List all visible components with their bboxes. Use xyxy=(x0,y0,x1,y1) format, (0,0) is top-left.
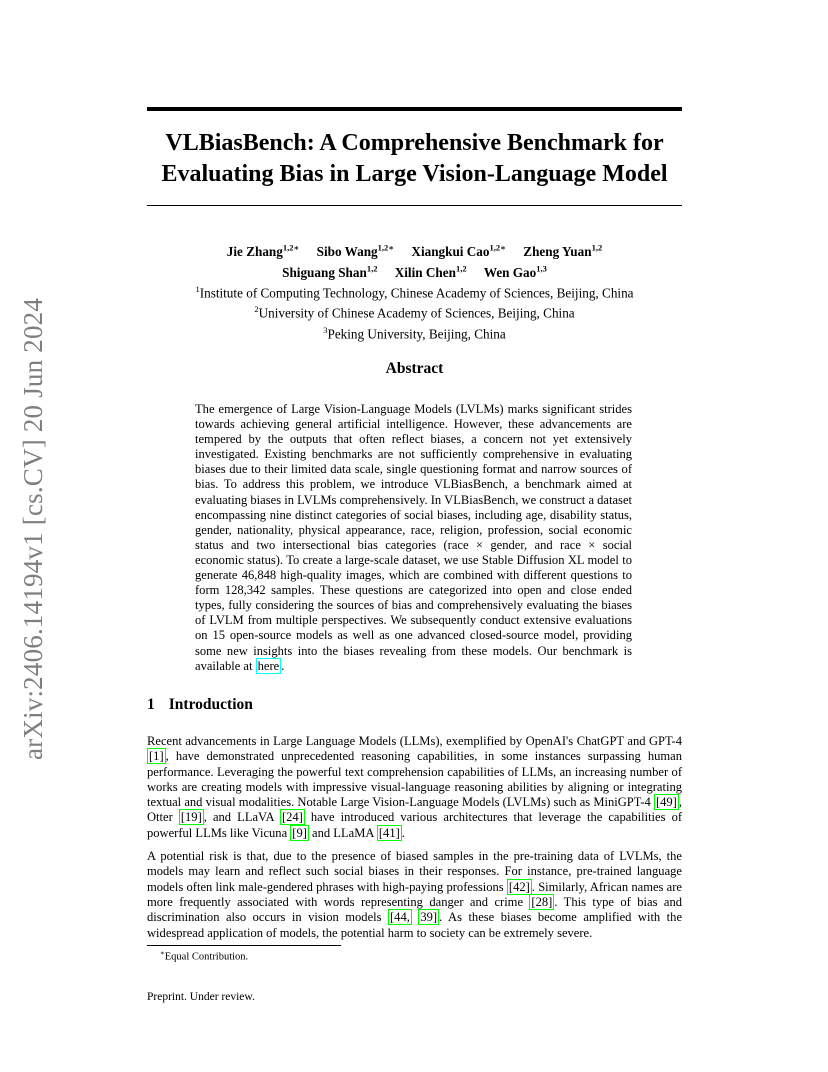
affiliation: $^1$Institute of Computing Technology, Chinese Academy of Sciences, Beijing, China xyxy=(195,283,634,301)
author-name: Zheng Yuan$^{1,2}$ xyxy=(523,243,603,260)
citation-link[interactable]: [44, xyxy=(390,910,410,925)
author-line-2 xyxy=(147,260,682,280)
footnote-rule xyxy=(147,945,341,946)
citation-link[interactable]: [19] xyxy=(180,810,202,825)
author-line-1 xyxy=(147,240,682,260)
introduction-body xyxy=(147,734,682,949)
author-name: Sibo Wang$^{1,2∗}$ xyxy=(316,243,395,260)
citation-link[interactable]: 39] xyxy=(420,910,438,925)
citation-link[interactable]: [1] xyxy=(149,749,164,764)
citation-link[interactable]: [24] xyxy=(281,810,303,825)
footnote: ∗Equal Contribution. xyxy=(160,949,249,963)
title-line-2: Evaluating Bias in Large Vision-Language Model xyxy=(161,161,668,187)
citation-link[interactable]: [42] xyxy=(508,879,530,894)
author-name: Wen Gao$^{1,3}$ xyxy=(483,263,547,280)
citation-link[interactable]: [28] xyxy=(531,894,553,909)
author-name: Shiguang Shan$^{1,2}$ xyxy=(282,263,378,280)
author-name: Xiangkui Cao$^{1,2∗}$ xyxy=(411,243,506,260)
paper-title xyxy=(147,128,682,190)
citation-link[interactable]: [41] xyxy=(378,825,400,840)
citation-link[interactable]: [9] xyxy=(292,825,307,840)
author-name: Xilin Chen$^{1,2}$ xyxy=(394,263,467,280)
author-block xyxy=(147,240,682,342)
affiliation: $^3$Peking University, Beijing, China xyxy=(323,324,506,341)
author-name: Jie Zhang$^{1,2∗}$ xyxy=(226,243,300,260)
abstract-body: The emergence of Large Vision-Language Models (LVLMs) marks significant strides towards achieving general artificial intelligence. However, these advancements are tempered by the outputs that often reflect biases, a concern not yet extensively investigated. Existing benchmarks are not sufficiently comprehensive in evaluating biases due to their limited data scale, single questioning format and narrow sources of bias. To address this problem, we introduce VLBiasBench, a benchmark aimed at evaluating biases in LVLMs comprehensively. In VLBiasBench, we construct a dataset encompassing nine distinct categories of social biases, including age, disability status, gender, nationality, physical appearance, race, religion, profession, social economic status and two intersectional bias categories (race × gender, and race × social economic status). To create a large-scale dataset, we use Stable Diffusion XL model to generate 46,848 high-quality images, which are combined with different questions to form 128,342 samples. These questions are categorized into open and close ended types, fully considering the sources of bias and comprehensively evaluating the biases of LVLM from multiple perspectives. We subsequently conduct extensive evaluations on 15 open-source models as well as one advanced closed-source model, providing some new insights into the biases revealing from these models. Our benchmark is available at here . xyxy=(195,402,632,673)
page-footer: Preprint. Under review. xyxy=(147,991,255,1003)
arxiv-identifier: arXiv:2406.14194v1 [cs.CV] 20 Jun 2024 xyxy=(18,297,48,760)
intro-paragraph-2: A potential risk is that, due to the presence of biased samples in the pre-training data of LVLMs, the models may learn and reflect such social biases in their responses. For instance, pre-trained language models often link male-gendered phrases with high-paying professions [42] . Similarly, African names are more frequently associated with words representing danger and crime [28] . This type of bias and discrimination also occurs in vision models [44, 39] . As these biases become amplified with the widespread application of models, the potential harm to society can be extremely severe. xyxy=(147,849,683,940)
intro-paragraph-1: Recent advancements in Large Language Models (LLMs), exemplified by OpenAI's ChatGPT and GPT-4 [1] , have demonstrated unprecedented reasoning capabilities, in some instances surpassing human performance. Leveraging the powerful text comprehension capabilities of LLMs, an increasing number of works are creating models with impressive visual-language reasoning abilities by aligning or integrating textual and visual modalities. Notable Large Vision-Language Models (LVLMs) such as MiniGPT-4 [49] , Otter [19] , and LLaVA [24] have introduced various architectures that leverage the capabilities of powerful LLMs like Vicuna [9] and LLaMA [41] . xyxy=(147,734,683,840)
citation-link[interactable]: [49] xyxy=(655,795,677,810)
abstract-heading: Abstract xyxy=(385,360,444,377)
affiliation: $^2$University of Chinese Academy of Sciences, Beijing, China xyxy=(254,304,575,321)
title-top-rule xyxy=(147,107,682,111)
title-bottom-rule xyxy=(147,205,682,206)
benchmark-link[interactable]: here xyxy=(257,658,280,673)
title-line-1: VLBiasBench: A Comprehensive Benchmark for xyxy=(165,130,664,156)
section-heading-introduction: 1 Introduction xyxy=(147,696,253,713)
